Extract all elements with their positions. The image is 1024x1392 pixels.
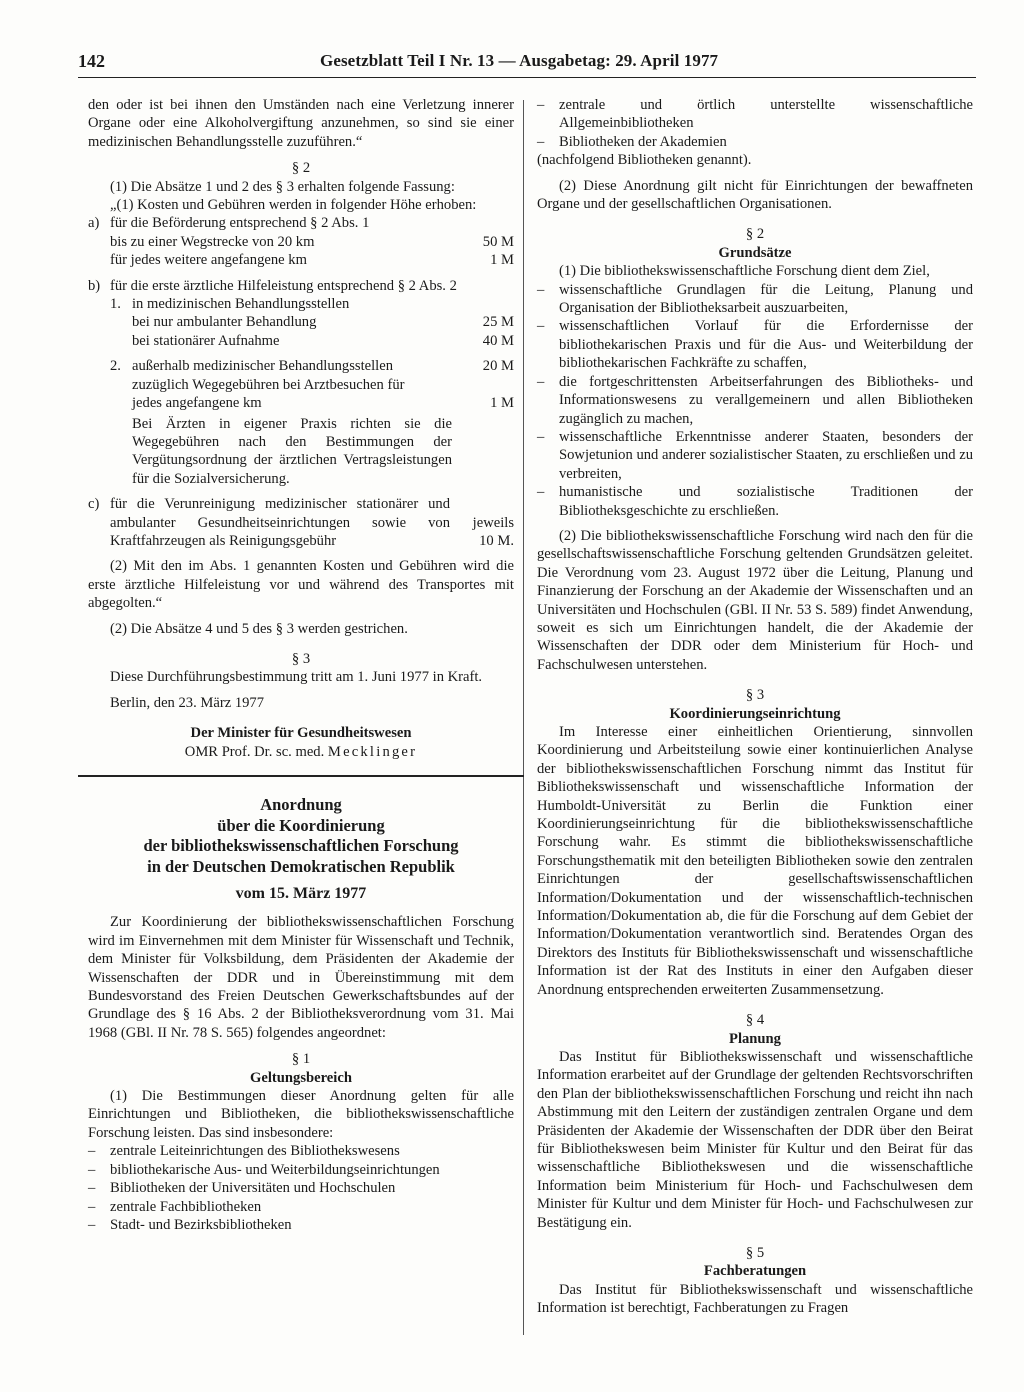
signer-name: Mecklinger: [327, 743, 418, 760]
header-rule: [78, 77, 976, 78]
section-2-para-3: (2) Die Absätze 4 und 5 des § 3 werden gestrichen.: [110, 620, 408, 637]
fee-row: [132, 357, 514, 375]
list-item-text: die fortgeschrittensten Arbeitserfahrungen des Bibliotheks- und Informationswesens zu verallgemeinern und allen Bibliotheken zugänglich zu machen,: [559, 373, 973, 427]
section-3-text: Diese Durchführungsbestimmung tritt am 1. Juni 1977 in Kraft.: [110, 669, 483, 686]
section-2-heading: § 2: [291, 160, 311, 177]
preamble: Zur Koordinierung der bibliothekswissenschaftlichen Forschung wird im Einvernehmen mit dem Minister für Wissenschaft und Technik, dem Minister für Volksbildung, dem Präsidenten der Akademie der Wissenschaften der DDR und in Übereinstimmung mit dem Bundesvorstand des Freien Deutschen Gewerkschaftsbundes auf der Grundlage des § 16 Abs. 2 der Bibliotheksverordnung vom 31. Mai 1968 (GBl. II Nr. 78 S. 565) folgendes angeordnet:: [88, 914, 514, 1041]
fee-item-a-label: a): [88, 215, 100, 232]
fee-row: [110, 251, 514, 269]
list-item: – Bibliotheken der Akademien: [537, 133, 727, 150]
ordinance-section-3-title: Koordinierungseinrichtung: [669, 705, 841, 722]
ordinance-section-2-title: Grundsätze: [718, 244, 792, 261]
fee-row: [132, 313, 514, 331]
ordinance-section-2-para-1: (1) Die bibliothekswissenschaftliche Forschung dient dem Ziel,: [559, 263, 930, 280]
ordinance-title-line-4: in der Deutschen Demokratischen Republik: [147, 856, 455, 876]
list-item: – humanistische und sozialistische Traditionen der Bibliotheksgeschichte zu erschließen.: [537, 484, 973, 519]
ordinance-section-5-text: Das Institut für Bibliothekswissenschaft und wissenschaftliche Information ist berechtigt, Fachberatungen zu Fragen: [537, 1281, 973, 1317]
fee-row-amount: 1 M: [490, 395, 514, 412]
fee-item-b2-note: Bei Ärzten in eigener Praxis richten sie die Wegegebühren nach den Bestimmungen der Vergütungsordnung der ärztlichen Vertragsleistungen für die Sozialversicherung.: [132, 415, 452, 487]
ordinance-section-4-title: Planung: [729, 1030, 781, 1047]
fee-row-amount: 1 M: [490, 252, 514, 269]
list-item-text: zentrale Leiteinrichtungen des Bibliothekswesens: [110, 1143, 400, 1160]
ordinance-section-2-heading: § 2: [745, 226, 765, 243]
list-item: – Stadt- und Bezirksbibliotheken: [88, 1216, 292, 1233]
separator-rule: [78, 775, 524, 777]
ordinance-section-1-heading: § 1: [291, 1051, 311, 1068]
fee-row-label: außerhalb medizinischer Behandlungsstellen: [132, 358, 393, 375]
ordinance-section-5-heading: § 5: [745, 1244, 765, 1261]
fee-item-b-label: b): [88, 277, 101, 294]
carry-over-paragraph: den oder ist bei ihnen den Umständen nach eine Verletzung innerer Organe oder eine Alkoholvergiftung anzunehmen, so sind sie einer medizinischen Behandlungsstelle zuzuführen.“: [88, 97, 514, 150]
ordinance-section-1-title: Geltungsbereich: [250, 1069, 352, 1086]
list-item-text: humanistische und sozialistische Traditionen der Bibliotheksgeschichte zu erschließen.: [559, 484, 973, 519]
ordinance-section-1-para-1: (1) Die Bestimmungen dieser Anordnung gelten für alle Einrichtungen und Bibliotheken, die bibliothekswissenschaftliche Forschung leisten. Das sind insbesondere:: [88, 1088, 514, 1141]
fee-item-b2-label: 2.: [110, 358, 121, 375]
fee-row: [110, 233, 514, 251]
signer-title: Der Minister für Gesundheitswesen: [190, 725, 412, 742]
left-column: [88, 96, 514, 1234]
fee-row: [110, 495, 514, 550]
list-item-text: wissenschaftlichen Vorlauf für die Erfordernisse der bibliothekarischen Praxis und für die Aus- und Weiterbildung der bibliothekarischen Fachkräfte zu schaffen,: [559, 318, 973, 372]
list-item: – wissenschaftliche Erkenntnisse anderer Staaten, besonders der Sowjetunion und anderer sozialistischer Staaten, zu erschließen und zu verbreiten,: [537, 428, 973, 482]
list-item: – zentrale Fachbibliotheken: [88, 1198, 262, 1215]
fee-item-c-label: c): [88, 496, 100, 513]
list-item-text: bibliothekarische Aus- und Weiterbildungseinrichtungen: [110, 1161, 440, 1178]
fee-row: [132, 376, 514, 413]
fee-row-amount: 40 M: [482, 332, 514, 349]
ordinance-section-3-heading: § 3: [745, 687, 765, 704]
ordinance-section-1-para-2: (2) Diese Anordnung gilt nicht für Einrichtungen der bewaffneten Organe und der gesellschaftlichen Organisationen.: [537, 177, 973, 213]
ordinance-section-5-title: Fachberatungen: [703, 1263, 807, 1280]
ordinance-date: vom 15. März 1977: [235, 885, 367, 902]
ordinance-title-line-1: Anordnung: [260, 795, 342, 814]
list-item: – Bibliotheken der Universitäten und Hochschulen: [88, 1180, 396, 1197]
fee-row-label: bei stationärer Aufnahme: [132, 332, 280, 349]
list-item: – bibliothekarische Aus- und Weiterbildungseinrichtungen: [88, 1161, 440, 1178]
section-2-para-1: (1) Die Absätze 1 und 2 des § 3 erhalten folgende Fassung:: [110, 178, 455, 195]
fee-item-b2: [88, 357, 514, 488]
fee-item-b-text: für die erste ärztliche Hilfeleistung entsprechend § 2 Abs. 2: [110, 277, 457, 294]
fee-row-label: zuzüglich Wegegebühren bei Arztbesuchen für jedes angefangene km: [132, 376, 405, 412]
signer-name-prefix: OMR Prof. Dr. sc. med.: [184, 743, 325, 760]
fee-item-c: [88, 495, 514, 550]
list-item-text: Bibliotheken der Akademien: [559, 133, 727, 150]
fee-row-amount: 20 M: [482, 358, 514, 375]
fee-row-amount: 25 M: [482, 314, 514, 331]
signer-line: [88, 743, 514, 761]
ordinance-section-1-after-list: (nachfolgend Bibliotheken genannt).: [537, 152, 752, 169]
fee-row: [132, 332, 514, 350]
fee-row-label: für jedes weitere angefangene km: [110, 252, 307, 269]
ordinance-title-line-2: über die Koordinierung: [217, 815, 385, 835]
fee-row-label: bis zu einer Wegstrecke von 20 km: [110, 233, 315, 250]
fee-row-amount: 50 M: [482, 233, 514, 250]
list-item: – zentrale Leiteinrichtungen des Bibliothekswesens: [88, 1143, 400, 1160]
list-item: – zentrale und örtlich unterstellte wissenschaftliche Allgemeinbibliotheken: [537, 97, 973, 132]
fee-item-b1: [88, 295, 514, 350]
section-3-heading: § 3: [291, 650, 311, 667]
list-item-text: zentrale und örtlich unterstellte wissenschaftliche Allgemeinbibliotheken: [559, 97, 973, 132]
list-item-text: Bibliotheken der Universitäten und Hochschulen: [110, 1180, 396, 1197]
place-date: Berlin, den 23. März 1977: [110, 694, 265, 711]
fee-row-label: für die Verunreinigung medizinischer stationärer und ambulanter Gesundheitseinrichtungen sowie von Kraftfahrzeugen als Reinigungsgebühr: [110, 496, 450, 549]
column-divider: [523, 100, 524, 1335]
section-2-para-2: (2) Mit den im Abs. 1 genannten Kosten und Gebühren wird die erste ärztliche Hilfeleistung vor und während des Transportes mit abgegolten.“: [88, 558, 514, 612]
fee-item-b1-text: in medizinischen Behandlungsstellen: [132, 296, 350, 313]
ordinance-section-4-heading: § 4: [745, 1012, 765, 1029]
running-head: Gesetzblatt Teil I Nr. 13 — Ausgabetag: 29. April 1977: [320, 51, 719, 70]
ordinance-section-3-text: Im Interesse einer einheitlichen Orientierung, sinnvollen Koordinierung und Arbeitsteilung sowie einer kontinuierlichen Analyse der bibliothekswissenschaftlichen Forschung nimmt das Institut für Bibliothekswissenschaft und wissenschaftliche Information der Humboldt-Universität zu Berlin die Funktion einer Koordinierungseinrichtung für die bibliothekswissenschaftliche Forschung wahr. Es stimmt die bibliothekswissenschaftliche Forschungsthematik mit den beteiligten Bibliotheken sowie den zentralen Einrichtungen der gesellschaftswissenschaftlichen Information/Dokumentation und der wissenschaftlich-technischen Information/Dokumentation ab, die für die Forschung auf dem Gebiet der Information/Dokumentation verantwortlich sind. Beratendes Organ des Direktors des Instituts für Bibliothekswissenschaft und wissenschaftliche Information ist der Rat des Instituts in einer den Aufgaben dieser Anordnung entsprechenden erweiterten Zusammensetzung.: [537, 724, 973, 998]
list-item-text: wissenschaftliche Grundlagen für die Leitung, Planung und Organisation der Bibliotheksarbeit auszuarbeiten,: [559, 281, 973, 317]
list-item: – die fortgeschrittensten Arbeitserfahrungen des Bibliotheks- und Informationswesens zu verallgemeinern und allen Bibliotheken zugänglich zu machen,: [537, 373, 973, 427]
fee-row-amount: jeweils 10 M.: [472, 514, 514, 549]
fee-item-b: [88, 277, 514, 295]
list-item: – wissenschaftlichen Vorlauf für die Erfordernisse der bibliothekarischen Praxis und für die Aus- und Weiterbildung der bibliothekarischen Fachkräfte zu schaffen,: [537, 318, 973, 372]
list-item-text: wissenschaftliche Erkenntnisse anderer Staaten, besonders der Sowjetunion und anderer sozialistischer Staaten, zu erschließen und zu verbreiten,: [559, 428, 973, 482]
fee-item-a: [88, 214, 514, 269]
fee-row-label: bei nur ambulanter Behandlung: [132, 314, 317, 331]
page-number: 142: [78, 51, 105, 71]
section-2-quote: „(1) Kosten und Gebühren werden in folgender Höhe erhoben:: [110, 197, 477, 214]
right-column: [537, 96, 973, 1318]
list-item-text: Stadt- und Bezirksbibliotheken: [110, 1216, 292, 1233]
ordinance-title-line-3: der bibliothekswissenschaftlichen Forschung: [143, 836, 459, 855]
fee-item-a-text: für die Beförderung entsprechend § 2 Abs. 1: [110, 215, 370, 232]
list-item-text: zentrale Fachbibliotheken: [110, 1198, 262, 1215]
fee-item-b1-label: 1.: [110, 296, 121, 313]
ordinance-section-4-text: Das Institut für Bibliothekswissenschaft und wissenschaftliche Information erarbeitet auf der Grundlage der geltenden Rechtsvorschriften den Plan der bibliothekswissenschaftlichen Forschung und reicht ihn nach Abstimmung mit den Leitern der zuständigen zentralen Organe und dem Präsidenten der Akademie der Wissenschaften der DDR über den Beirat für Bibliothekswesen beim Minister für Kultur und den Beirat für das wissenschaftliche Bibliothekswesen und die wissenschaftliche Information beim Ministerium für Hoch- und Fachschulwesen dem Minister für Kultur und dem Minister für Hoch- und Fachschulwesen zur Bestätigung ein.: [537, 1048, 973, 1231]
ordinance-section-2-para-2: (2) Die bibliothekswissenschaftliche Forschung wird nach den für die gesellschaftswissenschaftliche Forschung geltenden Grundsätzen geleitet. Die Verordnung vom 23. August 1972 über die Leitung, Planung und Finanzierung der Forschung an der Akademie der Wissenschaften und an Universitäten und Hochschulen (GBl. II Nr. 53 S. 589) findet Anwendung, soweit es sich um Einrichtungen handelt, die der Akademie der Wissenschaften der DDR oder dem Ministerium für Hoch- und Fachschulwesen unterstehen.: [537, 527, 973, 673]
list-item: – wissenschaftliche Grundlagen für die Leitung, Planung und Organisation der Bibliotheksarbeit auszuarbeiten,: [537, 281, 973, 317]
